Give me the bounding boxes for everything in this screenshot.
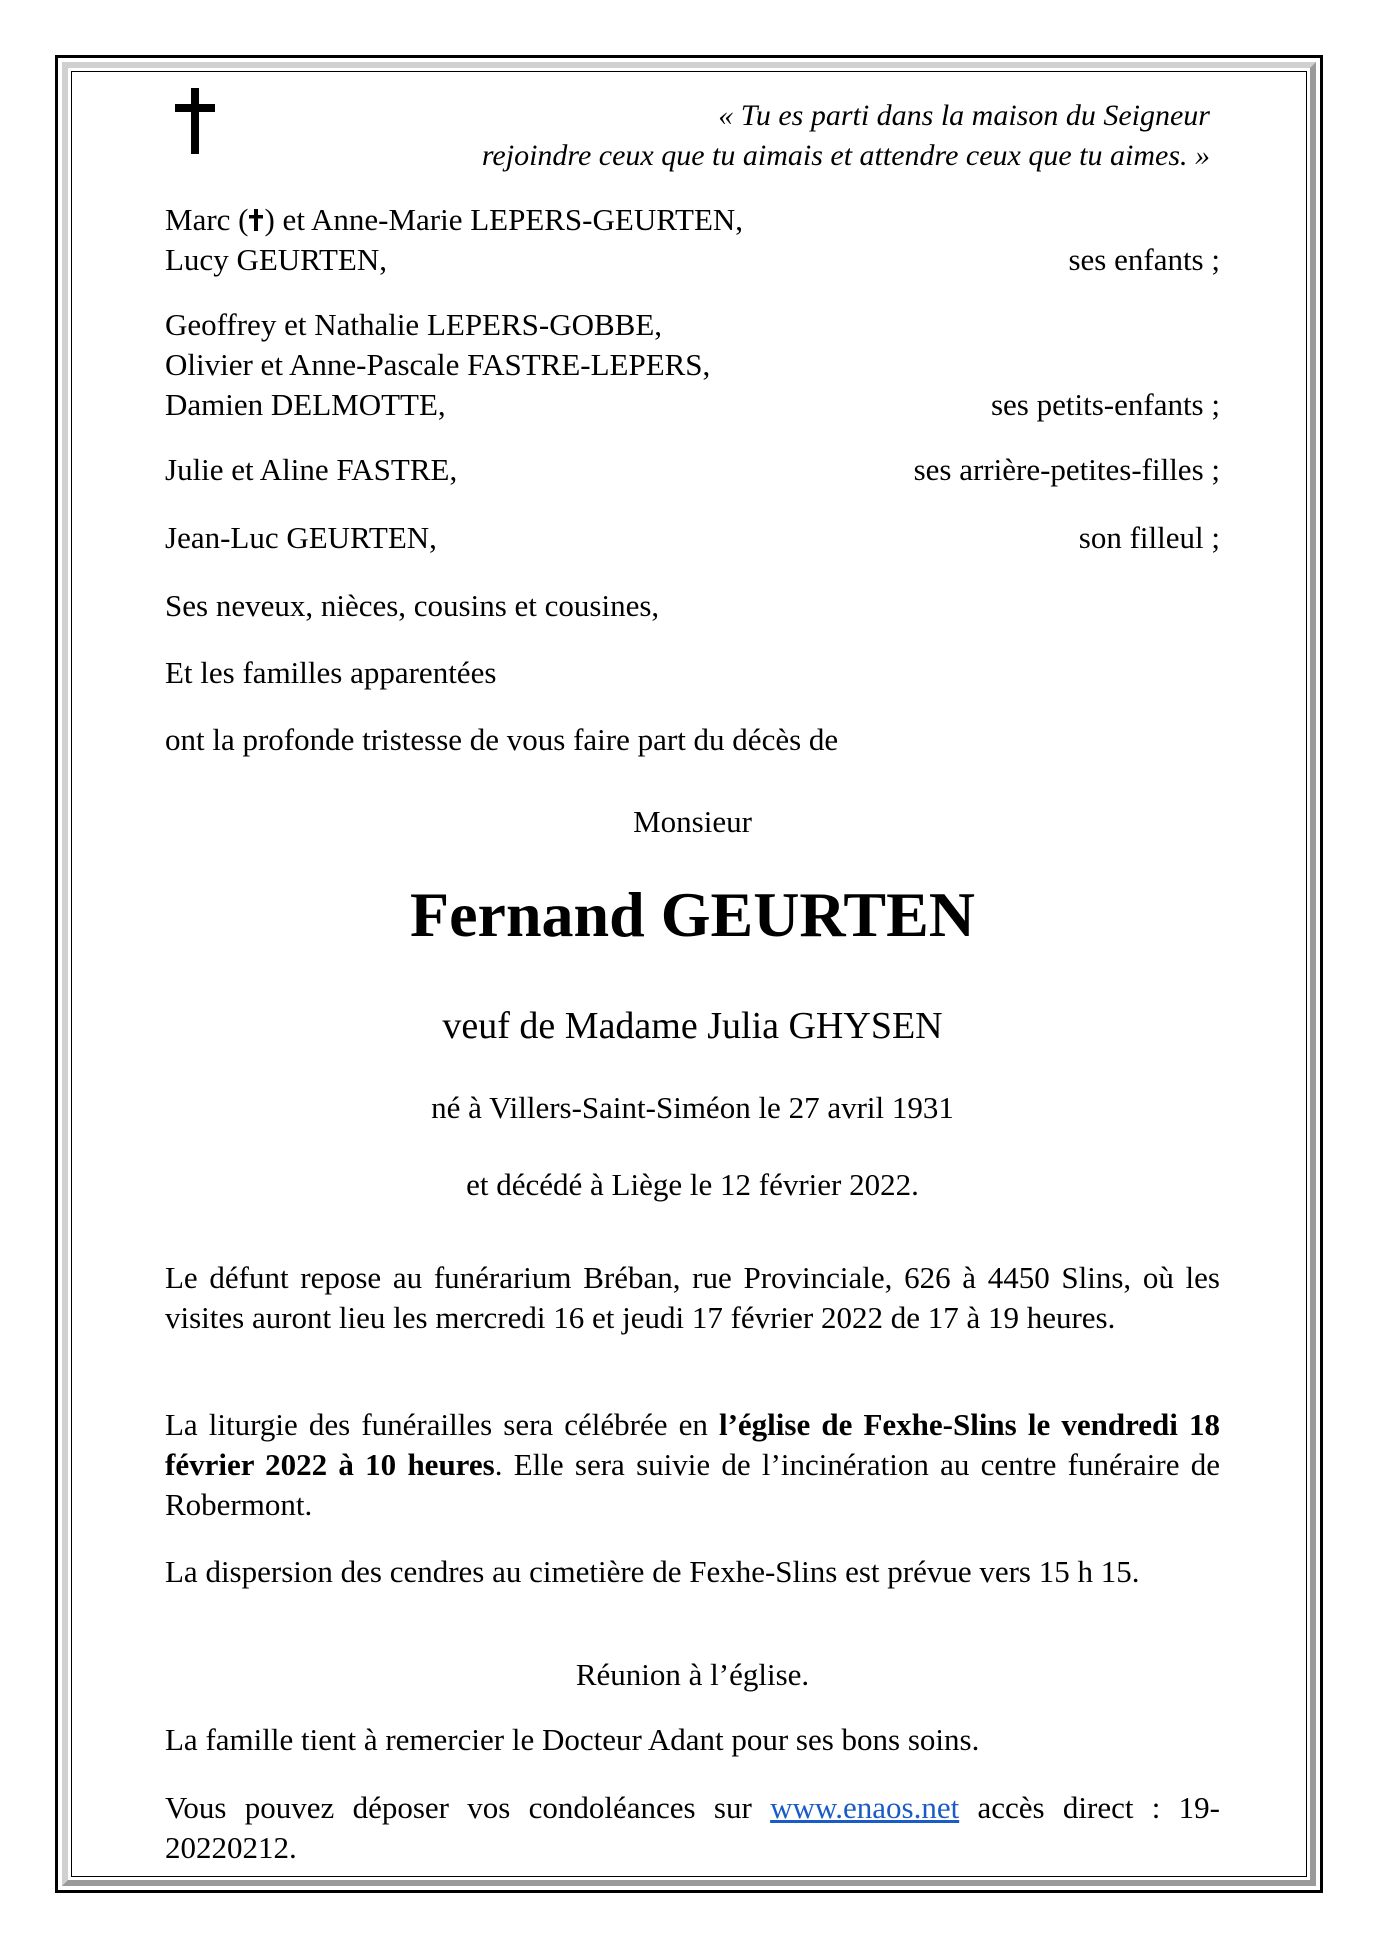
godson-name: Jean-Luc GEURTEN, (165, 520, 437, 555)
grandchildren-line-3 (165, 385, 1220, 425)
condolences-text-b: accès direct : 19-20220212. (165, 1790, 1220, 1865)
deceased-spouse: veuf de Madame Julia GHYSEN (442, 1005, 943, 1047)
children-relation: ses enfants ; (1068, 242, 1220, 277)
family-godson (165, 518, 1220, 558)
great-grandchildren-row (165, 450, 1220, 490)
children-line-1-b: ) et Anne-Marie LEPERS-GEURTEN, (264, 202, 744, 237)
liturgy-text-a: La liturgie des funérailles sera célébrée en (165, 1407, 719, 1442)
family-great-grandchildren (165, 450, 1220, 490)
condolences-paragraph (165, 1788, 1220, 1868)
godson-row (165, 518, 1220, 558)
repose-paragraph: Le défunt repose au funérarium Bréban, rue Provinciale, 626 à 4450 Slins, où les visites auront lieu les mercredi 16 et jeudi 17 février 2022 de 17 à 19 heures. (165, 1260, 1220, 1335)
epigraph-quote (482, 96, 1210, 176)
children-line-2 (165, 240, 1220, 280)
liturgy-text-b: . Elle sera suivie de l’incinération au centre funéraire de Robermont. (165, 1447, 1220, 1522)
announcement-line: ont la profonde tristesse de vous faire part du décès de (165, 722, 839, 757)
liturgy-paragraph (165, 1405, 1220, 1525)
children-name: Lucy GEURTEN, (165, 242, 387, 277)
nephews-line: Ses neveux, nièces, cousins et cousines, (165, 588, 660, 623)
grandchildren-line-1: Geoffrey et Nathalie LEPERS-GOBBE, (165, 307, 663, 342)
cross-icon (170, 88, 220, 154)
condolences-text-a: Vous pouvez déposer vos condoléances sur (165, 1790, 771, 1825)
families-line: Et les familles apparentées (165, 655, 497, 690)
grandchildren-name: Damien DELMOTTE, (165, 387, 446, 422)
deceased-title: Monsieur (633, 804, 752, 839)
children-line-1-a: Marc ( (165, 202, 249, 237)
liturgy-bold: l’église de Fexhe-Slins le vendredi 18 février 2022 à 10 heures (165, 1407, 1220, 1482)
small-cross-icon (248, 208, 264, 232)
quote-line-2: rejoindre ceux que tu aimais et attendre ceux que tu aimes. » (481, 139, 1210, 172)
thanks-line: La famille tient à remercier le Docteur Adant pour ses bons soins. (165, 1722, 980, 1757)
great-grandchildren-name: Julie et Aline FASTRE, (165, 452, 458, 487)
reunion-line: Réunion à l’église. (575, 1657, 810, 1692)
dispersion-paragraph: La dispersion des cendres au cimetière de Fexhe-Slins est prévue vers 15 h 15. (165, 1554, 1140, 1589)
grandchildren-relation: ses petits-enfants ; (990, 387, 1220, 422)
deceased-name: Fernand GEURTEN (410, 879, 975, 950)
grandchildren-line-2: Olivier et Anne-Pascale FASTRE-LEPERS, (165, 347, 711, 382)
enaos-link[interactable]: www.enaos.net (770, 1790, 960, 1825)
quote-line-1: « Tu es parti dans la maison du Seigneur (718, 99, 1210, 132)
children-line-1 (165, 200, 1220, 240)
great-grandchildren-relation: ses arrière-petites-filles ; (913, 452, 1220, 487)
godson-relation: son filleul ; (1078, 520, 1220, 555)
deceased-born: né à Villers-Saint-Siméon le 27 avril 1931 (431, 1090, 954, 1125)
deceased-died: et décédé à Liège le 12 février 2022. (466, 1167, 919, 1202)
family-grandchildren (165, 305, 1220, 425)
family-children (165, 200, 1220, 280)
